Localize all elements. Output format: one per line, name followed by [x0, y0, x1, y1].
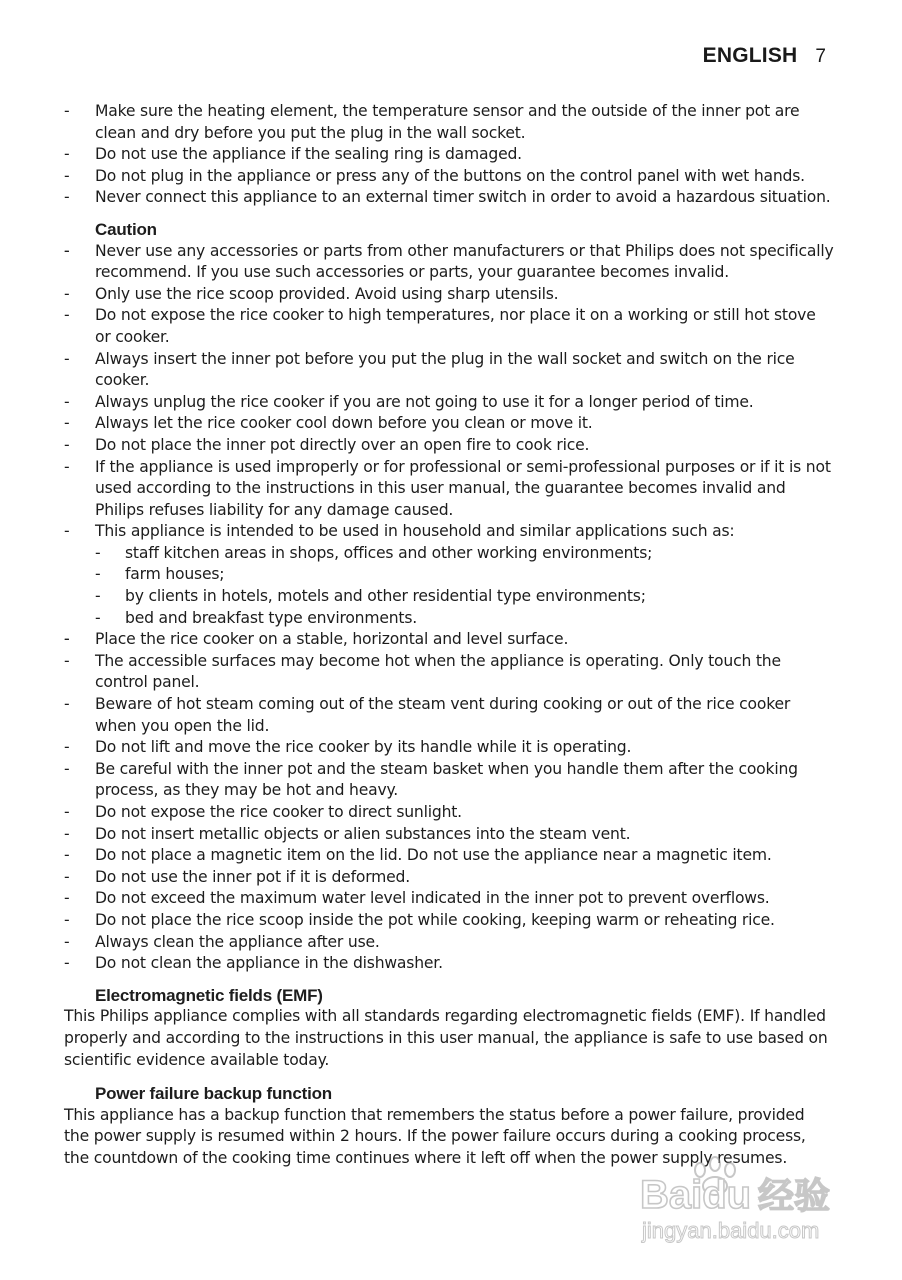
caution-list-item: - - Never use any accessories or parts from other manufacturers or that Philips does not specifically recommend. If you use such accessories or parts, your guarantee becomes invalid.: [64, 241, 834, 284]
caution-list-item: - Beware of hot steam coming out of the steam vent during cooking or out of the rice cooker when you open the lid.: [64, 694, 834, 737]
page-header: [703, 44, 826, 68]
household-item-text: This appliance is intended to be used in household and similar applications such as:: [95, 522, 735, 541]
caution-list-item: - Always insert the inner pot before you put the plug in the wall socket and switch on the rice cooker.: [64, 349, 834, 392]
caution-heading: Caution: [95, 219, 157, 239]
household-subitem: - by clients in hotels, motels and other residential type environments;: [95, 586, 834, 608]
intro-bullet-list: [64, 101, 834, 209]
emf-heading: Electromagnetic fields (EMF): [95, 985, 323, 1005]
caution-list-item: - If the appliance is used improperly or for professional or semi-professional purposes or if it is not used according to the instructions in this user manual, the guarantee becomes invalid and Philips refuses liability for any damage caused.: [64, 457, 834, 522]
caution-list-part-1: [64, 241, 834, 522]
intro-list-item: - Make sure the heating element, the temperature sensor and the outside of the inner pot are clean and dry before you put the plug in the wall socket.: [64, 101, 834, 144]
caution-list-part-2: [64, 629, 834, 975]
language-label: ENGLISH: [702, 44, 798, 67]
page-number: 7: [815, 46, 826, 67]
power-failure-heading: Power failure backup function: [95, 1084, 332, 1104]
emf-paragraph: This Philips appliance complies with all standards regarding electromagnetic fields (EMF). If handled properly and according to the instructions in this user manual, the appliance is safe to use based on scientific evidence available today.: [64, 1007, 828, 1069]
caution-list-item: - Do not place the rice scoop inside the pot while cooking, keeping warm or reheating rice.: [64, 910, 834, 932]
caution-list-item: - The accessible surfaces may become hot when the appliance is operating. Only touch the control panel.: [64, 651, 834, 694]
caution-list-item: - Do not clean the appliance in the dishwasher.: [64, 953, 834, 975]
caution-bullet-list: [64, 241, 834, 975]
caution-list-item: - Always let the rice cooker cool down before you clean or move it.: [64, 413, 834, 435]
power-failure-paragraph: This appliance has a backup function that remembers the status before a power failure, provided the power supply is resumed within 2 hours. If the power failure occurs during a cooking process, the countdown of the cooking time continues where it left off when the power supply resumes.: [64, 1105, 806, 1167]
caution-list-item: - Only use the rice scoop provided. Avoid using sharp utensils.: [64, 284, 834, 306]
household-subitem: - farm houses;: [95, 564, 834, 586]
caution-list-item: - Do not lift and move the rice cooker by its handle while it is operating.: [64, 737, 834, 759]
intro-list-item: - Do not plug in the appliance or press any of the buttons on the control panel with wet hands.: [64, 166, 834, 188]
watermark-url: jingyan.baidu.com: [642, 1218, 820, 1243]
caution-list-item: - Do not place a magnetic item on the lid. Do not use the appliance near a magnetic item.: [64, 845, 834, 867]
caution-list-item: - Do not insert metallic objects or alien substances into the steam vent.: [64, 824, 834, 846]
caution-list-item: - Do not use the inner pot if it is deformed.: [64, 867, 834, 889]
caution-list-item: - Always clean the appliance after use.: [64, 932, 834, 954]
watermark-cn: 经验: [758, 1176, 831, 1217]
intro-list-item: - Do not use the appliance if the sealing ring is damaged.: [64, 144, 834, 166]
watermark-brand: Baidu: [640, 1173, 752, 1217]
caution-household-item: [64, 521, 834, 629]
intro-list-item: - Never connect this appliance to an external timer switch in order to avoid a hazardous situation.: [64, 187, 834, 209]
caution-list-item: - Be careful with the inner pot and the steam basket when you handle them after the cooking process, as they may be hot and heavy.: [64, 759, 834, 802]
caution-list-item: - Always unplug the rice cooker if you are not going to use it for a longer period of time.: [64, 392, 834, 414]
caution-list-item: - Do not expose the rice cooker to direct sunlight.: [64, 802, 834, 824]
household-sublist: [95, 543, 834, 629]
page-content: [64, 101, 834, 1170]
caution-list-item: - Do not expose the rice cooker to high temperatures, nor place it on a working or still hot stove or cooker.: [64, 305, 834, 348]
household-subitem: - staff kitchen areas in shops, offices and other working environments;: [95, 543, 834, 565]
household-subitem: - bed and breakfast type environments.: [95, 608, 834, 630]
caution-list-item: - Do not exceed the maximum water level indicated in the inner pot to prevent overflows.: [64, 888, 834, 910]
caution-list-item: - Do not place the inner pot directly over an open fire to cook rice.: [64, 435, 834, 457]
caution-list-item: - - Place the rice cooker on a stable, horizontal and level surface.: [64, 629, 834, 651]
